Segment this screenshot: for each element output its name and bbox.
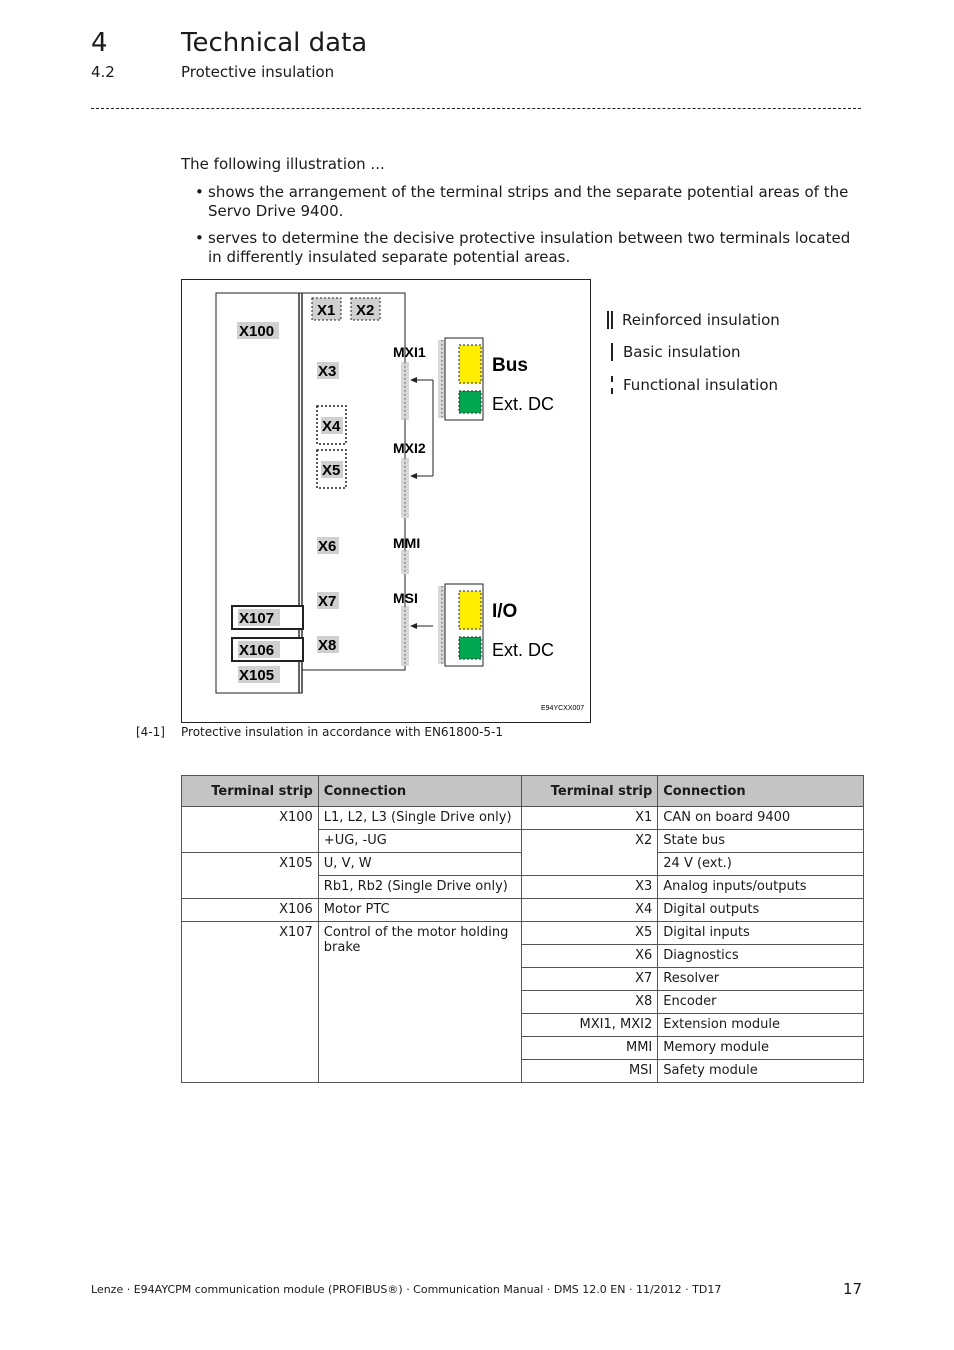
table-cell: State bus — [658, 830, 864, 853]
figure-caption: Protective insulation in accordance with EN61800-5-1 — [181, 725, 504, 739]
io-label: I/O — [492, 601, 518, 622]
table-cell: Encoder — [658, 991, 864, 1014]
x105-label: X105 — [239, 667, 275, 684]
dashed-line-icon — [611, 376, 613, 394]
table-cell: X3 — [522, 876, 658, 899]
table-cell: X105 — [182, 853, 319, 899]
section-title: Protective insulation — [181, 63, 335, 81]
table-cell: U, V, W — [318, 853, 522, 876]
mmi-label: MMI — [393, 535, 421, 551]
table-row — [182, 807, 864, 830]
footer-text: Lenze · E94AYCPM communication module (PROFIBUS®) · Communication Manual · DMS 12.0 EN · 11/2012 · TD17 — [91, 1283, 722, 1296]
table-cell: CAN on board 9400 — [658, 807, 864, 830]
bullet-item: • shows the arrangement of the terminal strips and the separate potential areas of the Servo Drive 9400. — [195, 183, 855, 221]
table-cell: Digital inputs — [658, 922, 864, 945]
mxi1-label: MXI1 — [393, 344, 426, 360]
table-cell: X2 — [522, 830, 658, 876]
legend-item-basic — [607, 343, 741, 361]
table-cell: X107 — [182, 922, 319, 1083]
table-cell: Memory module — [658, 1037, 864, 1060]
ext-dc-label: Ext. DC — [492, 640, 555, 660]
table-cell: MXI1, MXI2 — [522, 1014, 658, 1037]
ext-dc-label: Ext. DC — [492, 394, 555, 414]
table-cell: Diagnostics — [658, 945, 864, 968]
x6-label: X6 — [318, 538, 337, 555]
insulation-diagram — [181, 279, 591, 723]
column-header: Terminal strip — [522, 776, 658, 807]
table-cell: X106 — [182, 899, 319, 922]
x4-label: X4 — [322, 418, 341, 435]
table-cell: Rb1, Rb2 (Single Drive only) — [318, 876, 522, 899]
x5-label: X5 — [322, 462, 341, 479]
mxi2-label: MXI2 — [393, 440, 426, 456]
terminal-table — [181, 775, 864, 1083]
table-cell: MSI — [522, 1060, 658, 1083]
table-cell: X8 — [522, 991, 658, 1014]
table-cell: X4 — [522, 899, 658, 922]
bus-label: Bus — [492, 355, 528, 376]
section-number: 4.2 — [91, 63, 115, 81]
intro-text: The following illustration ... — [181, 155, 385, 173]
table-cell: Motor PTC — [318, 899, 522, 922]
table-cell: MMI — [522, 1037, 658, 1060]
table-header-row — [182, 776, 864, 807]
table-cell: Digital outputs — [658, 899, 864, 922]
table-cell: X100 — [182, 807, 319, 853]
double-line-icon — [607, 311, 613, 329]
column-header: Connection — [318, 776, 522, 807]
single-line-icon — [611, 343, 613, 361]
x1-label: X1 — [317, 302, 336, 319]
column-header: Terminal strip — [182, 776, 319, 807]
x3-label: X3 — [318, 363, 337, 380]
x107-label: X107 — [239, 610, 275, 627]
bullet-item: • serves to determine the decisive protective insulation between two terminals located in differently insulated separate potential areas. — [195, 229, 855, 267]
header-divider — [91, 108, 861, 109]
table-cell: X6 — [522, 945, 658, 968]
page-number: 17 — [843, 1280, 863, 1298]
table-cell: Resolver — [658, 968, 864, 991]
x100-label: X100 — [239, 323, 275, 340]
legend-label: Reinforced insulation — [622, 311, 780, 329]
legend-label: Basic insulation — [623, 343, 741, 361]
x8-label: X8 — [318, 637, 337, 654]
chapter-title: Technical data — [181, 28, 368, 58]
table-cell: X1 — [522, 807, 658, 830]
x106-label: X106 — [239, 642, 275, 659]
table-cell: X7 — [522, 968, 658, 991]
column-header: Connection — [658, 776, 864, 807]
figure-code: E94YCXX007 — [541, 705, 585, 712]
table-cell: X5 — [522, 922, 658, 945]
msi-label: MSI — [393, 590, 418, 606]
table-row — [182, 922, 864, 945]
table-cell: Control of the motor holding brake — [318, 922, 522, 1083]
table-cell: Extension module — [658, 1014, 864, 1037]
table-cell: L1, L2, L3 (Single Drive only) — [318, 807, 522, 830]
table-cell: 24 V (ext.) — [658, 853, 864, 876]
x7-label: X7 — [318, 593, 337, 610]
table-row — [182, 899, 864, 922]
legend-label: Functional insulation — [623, 376, 779, 394]
table-cell: +UG, -UG — [318, 830, 522, 853]
figure-number: [4-1] — [136, 725, 165, 739]
legend-item-functional — [607, 376, 778, 394]
bullet-list — [195, 183, 855, 275]
table-cell: Analog inputs/outputs — [658, 876, 864, 899]
x2-label: X2 — [356, 302, 375, 319]
chapter-number: 4 — [91, 28, 108, 58]
legend-item-reinforced — [607, 311, 780, 329]
table-cell: Safety module — [658, 1060, 864, 1083]
